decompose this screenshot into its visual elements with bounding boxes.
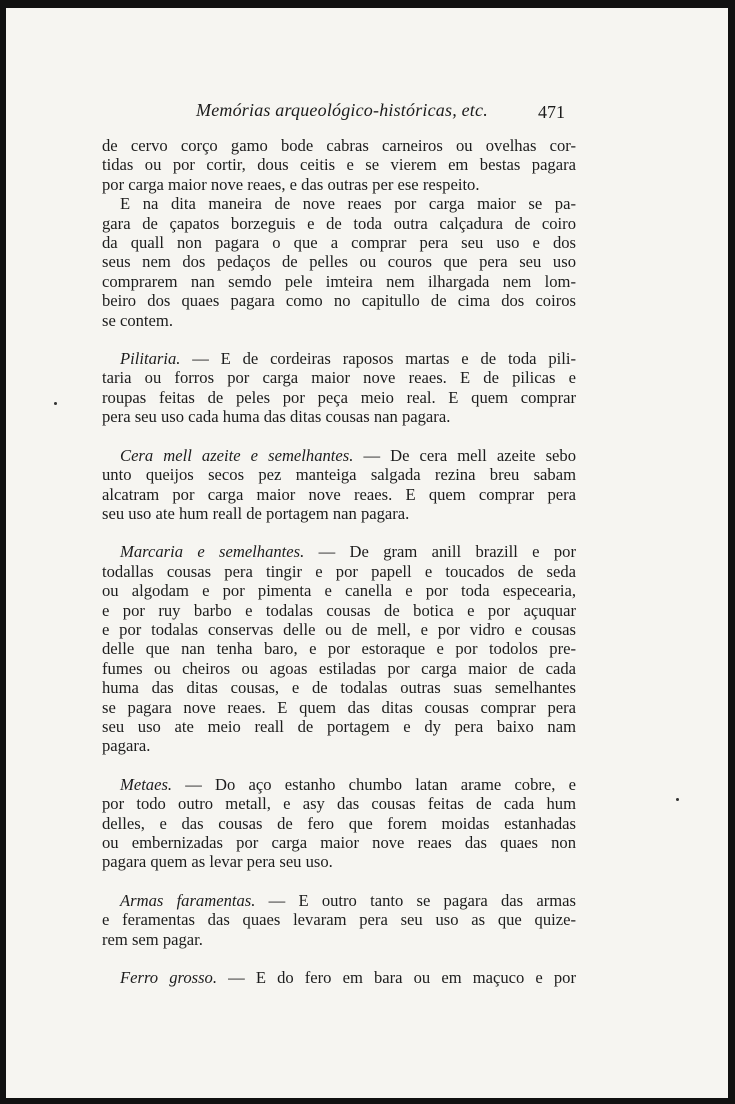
section-marcaria — [102, 542, 576, 755]
text-line: comprarem nan semdo pele imteira nem ilhargada nem lom- — [102, 271, 576, 291]
section-metaes — [102, 775, 576, 872]
section-first-text: — E do fero em bara ou em maçuco e por — [217, 968, 576, 988]
text-line: ou algodam e por pimenta e canella e por toda especearia, — [102, 581, 576, 601]
section-first-line — [102, 446, 576, 465]
intro-paragraph — [102, 136, 576, 194]
text-line: taria ou forros por carga maior nove reaes. E de pilicas e — [102, 368, 576, 388]
page-number: 471 — [538, 102, 565, 122]
text-line: unto queijos secos pez manteiga salgada rezina breu sabam — [102, 465, 576, 485]
section-first-text: — E de cordeiras raposos martas e de toda pili- — [180, 349, 576, 369]
section-heading: Metaes. — [120, 774, 173, 794]
text-line: e por ruy barbo e todalas cousas de botica e por açuquar — [102, 600, 576, 620]
section-first-text: — De cera mell azeite sebo — [353, 445, 576, 465]
text-line: por carga maior nove reaes, e das outras per ese respeito. — [102, 174, 480, 194]
section-cera — [102, 446, 576, 524]
section-heading: Cera mell azeite e semelhantes. — [120, 445, 354, 465]
section-heading: Ferro grosso. — [120, 968, 218, 988]
text-line: seus nem dos pedaços de pelles ou couros que pera seu uso — [102, 252, 576, 272]
text-line: delles, e das cousas de fero que forem moidas estanhadas — [102, 813, 576, 833]
section-heading: Armas faramentas. — [120, 890, 256, 910]
text-line: por todo outro metall, e asy das cousas feitas de cada hum — [102, 794, 576, 814]
section-heading: Pilitaria. — [120, 349, 181, 369]
scan-speck — [676, 798, 679, 801]
text-line: seu uso ate hum reall de portagem nan pagara. — [102, 503, 410, 523]
section-first-line — [102, 968, 576, 987]
book-page — [6, 8, 728, 1098]
section-first-text: — De gram anill brazill e por — [304, 542, 576, 562]
section-heading: Marcaria e semelhantes. — [120, 542, 305, 562]
text-line: tidas ou por cortir, dous ceitis e se vierem em bestas pagara — [102, 155, 576, 175]
section-first-line — [102, 542, 576, 561]
section-first-text: — E outro tanto se pagara das armas — [255, 890, 576, 910]
text-line: alcatram por carga maior nove reaes. E quem comprar pera — [102, 484, 576, 504]
text-line: pagara quem as levar pera seu uso. — [102, 852, 333, 872]
section-first-text: — Do aço estanho chumbo latan arame cobre, e — [172, 774, 576, 794]
text-line: da quall non pagara o que a comprar pera seu uso e dos — [102, 233, 576, 253]
text-line: ou embernizadas por carga maior nove reaes das quaes non — [102, 833, 576, 852]
section-first-line — [102, 891, 576, 910]
text-line: pera seu uso cada huma das ditas cousas nan pagara. — [102, 407, 451, 427]
section-first-line — [102, 775, 576, 794]
text-line: todallas cousas pera tingir e por papell e toucados de seda — [102, 561, 576, 581]
text-line: delle que nan tenha baro, e por estoraque e por todolos pre- — [102, 639, 576, 659]
text-line: e feramentas das quaes levaram pera seu uso as que quize- — [102, 910, 576, 930]
text-line: gara de çapatos borzeguis e de toda outra calçadura de coiro — [102, 213, 576, 233]
scan-speck — [54, 402, 57, 405]
text-line: fumes ou cheiros ou agoas estiladas por carga maior de cada — [102, 658, 576, 678]
text-line: de cervo corço gamo bode cabras carneiros ou ovelhas cor- — [102, 136, 576, 155]
text-line: huma das ditas cousas, e de todalas outras suas semelhantes — [102, 678, 576, 698]
text-line: se pagara nove reaes. E quem das ditas cousas comprar pera — [102, 697, 576, 717]
section-first-line — [102, 349, 576, 368]
running-title: Memórias arqueológico-históricas, etc. — [196, 100, 488, 120]
text-line: beiro dos quaes pagara como no capitullo de cima dos coiros — [102, 291, 576, 311]
text-line: e por todalas conservas delle ou de mell, e por vidro e cousas — [102, 619, 576, 639]
text-line: seu uso ate meio reall de portagem e dy pera baixo nam — [102, 716, 576, 736]
section-ferro — [102, 968, 576, 987]
text-line: pagara. — [102, 736, 151, 756]
text-line: E na dita maneira de nove reaes por carga maior se pa- — [120, 194, 576, 214]
body-text — [102, 136, 576, 987]
text-line: roupas feitas de peles por peça meio real. E quem comprar — [102, 387, 576, 407]
text-line: se contem. — [102, 310, 173, 330]
shoes-paragraph — [102, 194, 576, 330]
text-line: rem sem pagar. — [102, 929, 203, 949]
section-pilitaria — [102, 349, 576, 427]
section-armas — [102, 891, 576, 949]
